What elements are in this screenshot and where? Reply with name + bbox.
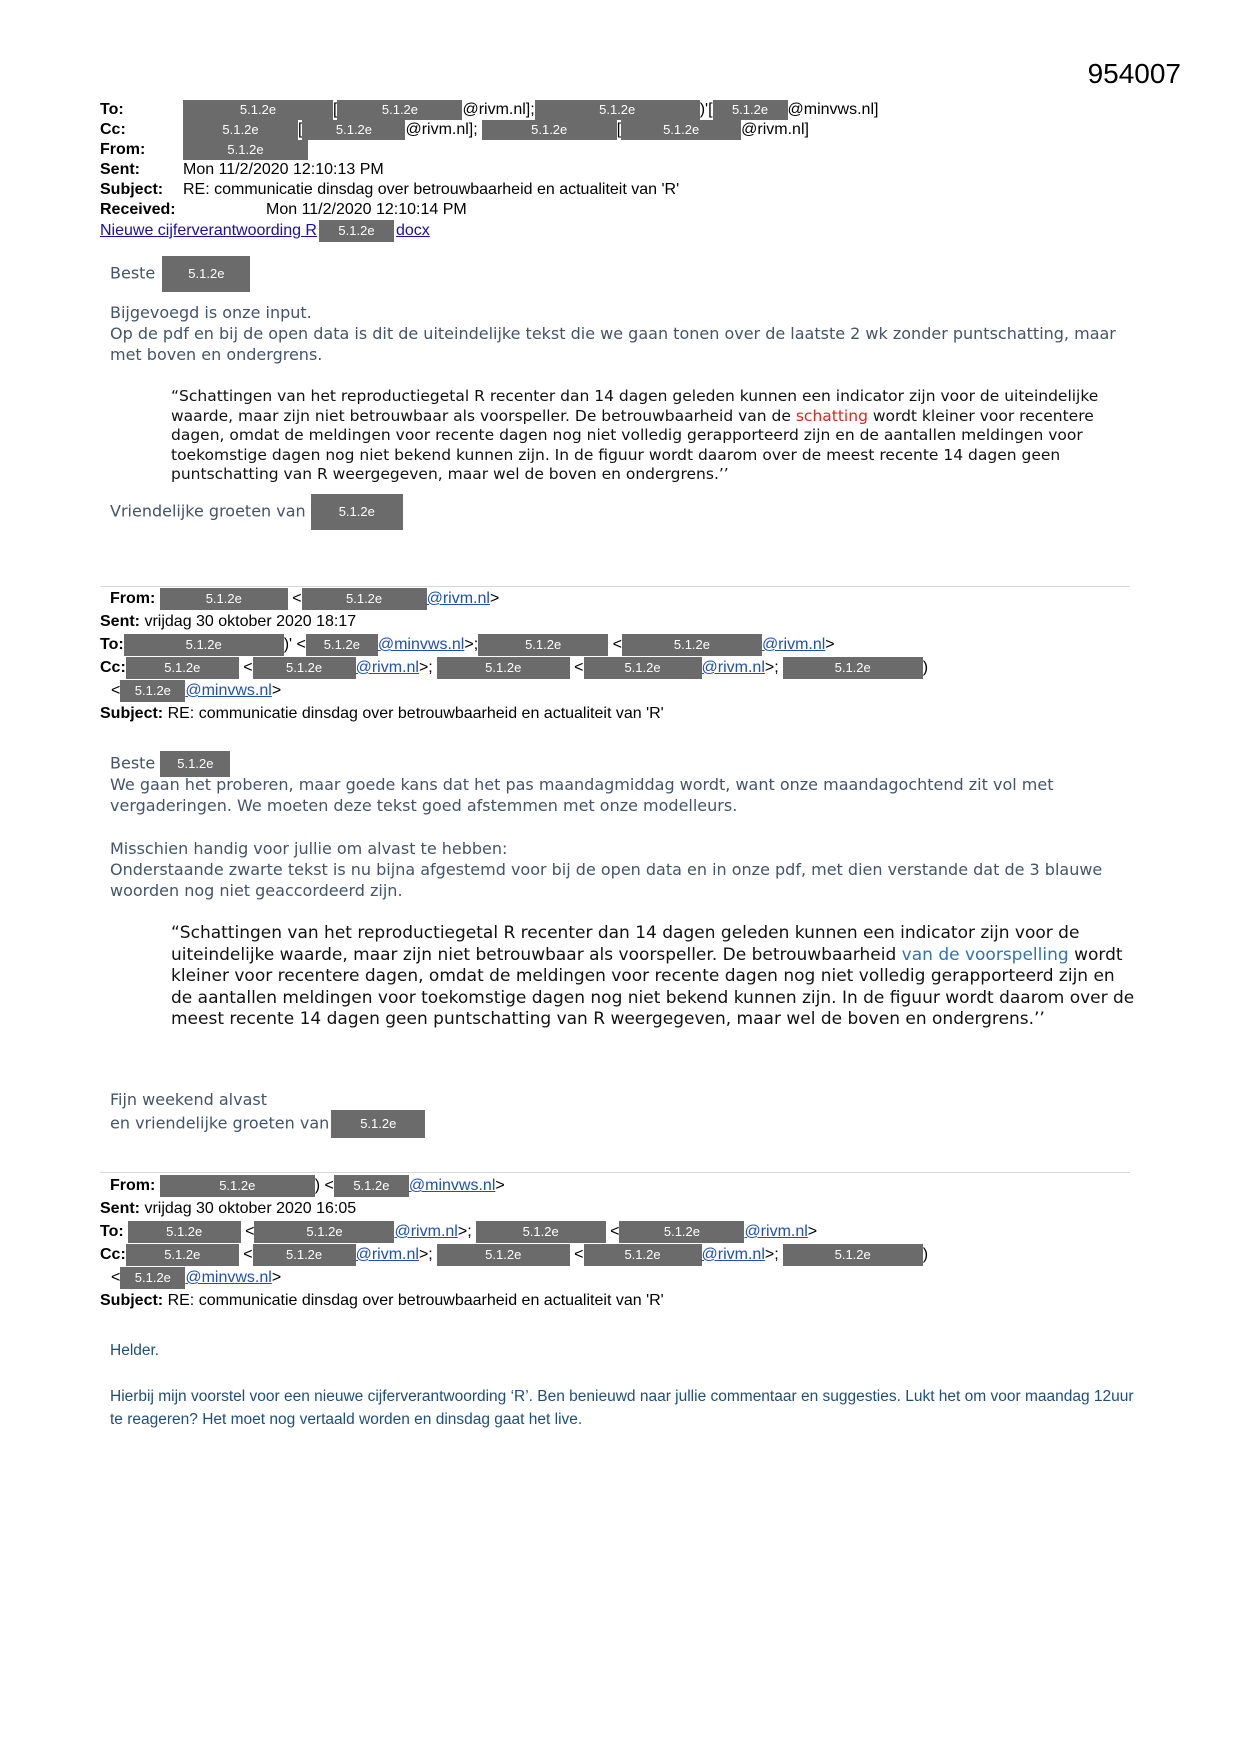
redaction-box: 5.1.2e bbox=[126, 1244, 239, 1266]
paragraph: Helder. bbox=[110, 1342, 160, 1359]
paragraph: Hierbij mijn voorstel voor een nieuwe cijferverantwoording ‘R’. Ben benieuwd naar jullie commentaar en suggesties. Lukt het om voor maandag 12uur te reageren? Het moet nog vertaald worden en dinsdag gaat het live. bbox=[110, 1388, 1134, 1428]
paragraph: Bijgevoegd is onze input. bbox=[110, 303, 312, 322]
email-link[interactable]: @rivm.nl bbox=[394, 1223, 458, 1240]
redaction-box: 5.1.2e bbox=[120, 680, 185, 702]
email-link[interactable]: @minvws.nl bbox=[185, 682, 272, 699]
attachment-link-suffix[interactable]: docx bbox=[395, 222, 430, 240]
email-link[interactable]: @rivm.nl bbox=[426, 590, 490, 607]
to-label: To: bbox=[100, 101, 124, 119]
cc-row: Cc: 5.1.2e [ 5.1.2e @rivm.nl]; 5.1.2e [ 5.1.2e @rivm.nl] bbox=[100, 121, 809, 139]
subject-value: RE: communicatie dinsdag over betrouwbaarheid en actualiteit van 'R' bbox=[183, 181, 680, 198]
quoted-text: “Schattingen van het reproductiegetal R recenter dan 14 dagen geleden kunnen een indicator zijn voor de uiteindelijke waarde, maar zijn niet betrouwbaar als voorspeller. De betrouwbaarheid van de voorspelling wordt kleiner voor recentere dagen, omdat de meldingen voor recente dagen nog niet volledig gerapporteerd zijn en de aantallen meldingen voor toekomstige dagen nog niet bekend kunnen zijn. In de figuur wordt daarom over de meest recente 14 dagen geen puntschatting van R weergegeven, maar wel de boven en ondergrens.’’ bbox=[171, 923, 1135, 1029]
from-row bbox=[100, 140, 1140, 160]
from-row: From: 5.1.2e ) < 5.1.2e @minvws.nl> bbox=[110, 1174, 1150, 1197]
redaction-box: 5.1.2e bbox=[302, 588, 427, 610]
from-row: From: 5.1.2e < 5.1.2e @rivm.nl> bbox=[110, 587, 1150, 610]
email-link[interactable]: @rivm.nl bbox=[355, 1246, 419, 1263]
quoted-text: “Schattingen van het reproductiegetal R recenter dan 14 dagen geleden kunnen een indicator zijn voor de uiteindelijke waarde, maar zijn niet betrouwbaar als voorspeller. De betrouwbaarheid van de schatting wordt kleiner voor recentere dagen, omdat de meldingen voor recente dagen nog niet volledig gerapporteerd zijn en de aantallen meldingen voor toekomstige dagen nog niet bekend kunnen zijn. In de figuur wordt daarom over de meest recente 14 dagen geen puntschatting van R weergegeven, maar wel de boven en ondergrens.’’ bbox=[171, 387, 1099, 483]
email-header bbox=[100, 587, 1150, 725]
email-link[interactable]: @rivm.nl bbox=[701, 659, 765, 676]
email-link[interactable]: @rivm.nl bbox=[761, 636, 826, 653]
message-greeting: Beste 5.1.2e bbox=[110, 751, 1140, 777]
redaction-box: 5.1.2e bbox=[334, 1175, 409, 1197]
cc-email: @rivm.nl] bbox=[741, 121, 809, 139]
highlighted-word: schatting bbox=[795, 406, 868, 425]
redaction-box: 5.1.2e bbox=[162, 256, 250, 292]
redaction-box: 5.1.2e bbox=[254, 1221, 394, 1243]
separator bbox=[100, 1172, 1130, 1173]
redaction-box: 5.1.2e bbox=[584, 1244, 702, 1266]
message-body bbox=[110, 838, 1140, 901]
redaction-box: 5.1.2e bbox=[253, 657, 356, 679]
message-closing: Vriendelijke groeten van 5.1.2e bbox=[110, 494, 1140, 530]
subject-row bbox=[100, 180, 1140, 200]
sent-value: Mon 11/2/2020 12:10:13 PM bbox=[183, 161, 384, 178]
redaction-box: 5.1.2e bbox=[253, 1244, 356, 1266]
subject-row: Subject: RE: communicatie dinsdag over betrouwbaarheid en actualiteit van 'R' bbox=[100, 1292, 664, 1309]
attachment-link[interactable]: Nieuwe cijferverantwoording R bbox=[100, 222, 317, 240]
cc-row-cont: < 5.1.2e @minvws.nl> bbox=[111, 1266, 1150, 1289]
email-link[interactable]: @minvws.nl bbox=[377, 636, 465, 653]
redaction-box: 5.1.2e bbox=[619, 1221, 744, 1243]
redaction-box: 5.1.2e bbox=[160, 751, 230, 777]
redaction-box: 5.1.2e bbox=[622, 634, 762, 656]
redaction-box: 5.1.2e bbox=[783, 1244, 923, 1266]
email-link[interactable]: @rivm.nl bbox=[744, 1223, 808, 1240]
email-link[interactable]: @rivm.nl bbox=[701, 1246, 765, 1263]
received-label: Received: bbox=[100, 201, 176, 218]
email-link[interactable]: @minvws.nl bbox=[185, 1269, 272, 1286]
redaction-box: 5.1.2e bbox=[126, 657, 239, 679]
to-row: To: 5.1.2e < 5.1.2e @rivm.nl>; 5.1.2e < 5.1.2e @rivm.nl> bbox=[100, 1220, 1150, 1243]
redaction-box: 5.1.2e bbox=[482, 120, 617, 140]
redaction-box: 5.1.2e bbox=[535, 100, 700, 120]
document-number: 954007 bbox=[1087, 58, 1181, 89]
redaction-box: 5.1.2e bbox=[713, 100, 788, 120]
redaction-box: 5.1.2e bbox=[476, 1221, 606, 1243]
to-email: @minvws.nl] bbox=[787, 101, 879, 119]
cc-row-cont: < 5.1.2e @minvws.nl> bbox=[111, 679, 1150, 702]
cc-label: Cc: bbox=[100, 121, 126, 139]
highlighted-words: van de voorspelling bbox=[901, 944, 1069, 965]
redaction-box: 5.1.2e bbox=[319, 220, 394, 242]
redaction-box: 5.1.2e bbox=[160, 1175, 315, 1197]
redaction-box: 5.1.2e bbox=[783, 657, 923, 679]
cc-email: @rivm.nl]; bbox=[405, 121, 478, 139]
cc-row: Cc: 5.1.2e < 5.1.2e @rivm.nl>; 5.1.2e < 5.1.2e @rivm.nl>; 5.1.2e ) bbox=[100, 1243, 1150, 1266]
redaction-box: 5.1.2e bbox=[124, 634, 284, 656]
to-row: To: 5.1.2e )' < 5.1.2e @minvws.nl>; 5.1.2e < 5.1.2e @rivm.nl> bbox=[100, 633, 1150, 656]
sent-label: Sent: bbox=[100, 161, 140, 178]
subject-label: Subject: bbox=[100, 181, 164, 198]
to-row: To: 5.1.2e [ 5.1.2e @rivm.nl]; 5.1.2e )'[ 5.1.2e @minvws.nl] bbox=[100, 101, 879, 119]
paragraph: Misschien handig voor jullie om alvast te hebben: bbox=[110, 839, 508, 858]
redaction-box: 5.1.2e bbox=[183, 100, 333, 120]
sent-row: Sent: vrijdag 30 oktober 2020 16:05 bbox=[100, 1200, 357, 1217]
email-link[interactable]: @minvws.nl bbox=[408, 1177, 496, 1194]
email-link[interactable]: @rivm.nl bbox=[355, 659, 419, 676]
received-row bbox=[100, 200, 1140, 220]
redaction-box: 5.1.2e bbox=[183, 140, 308, 160]
subject-row: Subject: RE: communicatie dinsdag over betrouwbaarheid en actualiteit van 'R' bbox=[100, 705, 664, 722]
paragraph: Op de pdf en bij de open data is dit de uiteindelijke tekst die we gaan tonen over de laatste 2 wk zonder puntschatting, maar met boven en ondergrens. bbox=[110, 324, 1116, 364]
attachment-row[interactable] bbox=[100, 220, 1140, 240]
redaction-box: 5.1.2e bbox=[306, 634, 378, 656]
sent-row: Sent: vrijdag 30 oktober 2020 18:17 bbox=[100, 613, 357, 630]
redaction-box: 5.1.2e bbox=[302, 120, 405, 140]
redaction-box: 5.1.2e bbox=[478, 634, 608, 656]
redaction-box: 5.1.2e bbox=[437, 1244, 570, 1266]
from-label: From: bbox=[100, 141, 146, 159]
paragraph: Onderstaande zwarte tekst is nu bijna afgestemd voor bij de open data en in onze pdf, met dien verstande dat de 3 blauwe woorden nog niet geaccordeerd zijn. bbox=[110, 860, 1103, 900]
redaction-box: 5.1.2e bbox=[337, 100, 462, 120]
redaction-box: 5.1.2e bbox=[120, 1267, 185, 1289]
redaction-box: 5.1.2e bbox=[128, 1221, 241, 1243]
message-closing: Fijn weekend alvast en vriendelijke groeten van 5.1.2e bbox=[110, 1089, 1140, 1138]
cc-row: Cc: 5.1.2e < 5.1.2e @rivm.nl>; 5.1.2e < 5.1.2e @rivm.nl>; 5.1.2e ) bbox=[100, 656, 1150, 679]
redaction-box: 5.1.2e bbox=[584, 657, 702, 679]
redaction-box: 5.1.2e bbox=[621, 120, 741, 140]
redaction-box: 5.1.2e bbox=[311, 494, 403, 530]
message-greeting: Beste 5.1.2e bbox=[110, 256, 1140, 292]
to-email: @rivm.nl]; bbox=[462, 101, 535, 119]
redaction-box: 5.1.2e bbox=[437, 657, 570, 679]
received-value: Mon 11/2/2020 12:10:14 PM bbox=[266, 201, 467, 218]
message-body bbox=[110, 302, 1140, 365]
redaction-box: 5.1.2e bbox=[331, 1110, 425, 1138]
paragraph: We gaan het proberen, maar goede kans dat het pas maandagmiddag wordt, want onze maandagochtend zit vol met vergaderingen. We moeten deze tekst goed afstemmen met onze modelleurs. bbox=[110, 775, 1054, 815]
redaction-box: 5.1.2e bbox=[183, 120, 298, 140]
sent-row bbox=[100, 160, 1140, 180]
email-header bbox=[100, 1174, 1150, 1312]
email-header bbox=[100, 100, 1140, 240]
redaction-box: 5.1.2e bbox=[160, 588, 288, 610]
